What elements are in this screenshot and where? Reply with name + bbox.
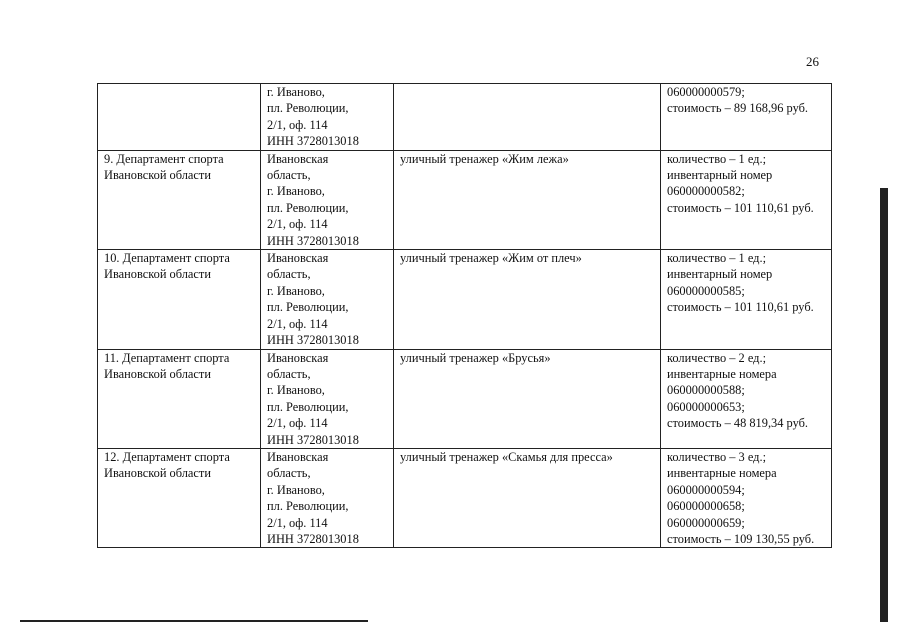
table-row xyxy=(98,448,832,547)
address-line: область, xyxy=(267,366,311,381)
item-name: уличный тренажер «Скамья для пресса» xyxy=(400,449,613,464)
address-cell xyxy=(261,150,394,249)
address-line: г. Иваново, xyxy=(267,482,325,497)
recipient-cell xyxy=(98,250,261,349)
recipient-cell xyxy=(98,150,261,249)
address-line: г. Иваново, xyxy=(267,283,325,298)
address-cell xyxy=(261,250,394,349)
address-line: пл. Революции, xyxy=(267,300,349,315)
address-line: область, xyxy=(267,267,311,282)
address-line: 2/1, оф. 114 xyxy=(267,416,328,431)
table-row xyxy=(98,150,832,249)
details-line: стоимость – 89 168,96 руб. xyxy=(667,101,809,116)
page-number: 26 xyxy=(806,54,819,69)
details-line: инвентарные номера xyxy=(667,366,777,381)
address-line: область, xyxy=(267,168,311,183)
item-cell xyxy=(394,250,661,349)
details-line: 060000000594; xyxy=(667,482,745,497)
address-line: пл. Революции, xyxy=(267,200,349,215)
recipient-line: 9. Департамент спорта xyxy=(104,151,224,166)
recipient-line: 11. Департамент спорта xyxy=(104,350,230,365)
property-table xyxy=(97,83,832,548)
details-line: количество – 2 ед.; xyxy=(667,350,767,365)
address-line: г. Иваново, xyxy=(267,85,325,99)
details-line: инвентарный номер xyxy=(667,267,773,282)
item-cell xyxy=(394,84,661,151)
details-line: стоимость – 101 110,61 руб. xyxy=(667,200,814,215)
address-cell xyxy=(261,448,394,547)
details-line: количество – 3 ед.; xyxy=(667,449,767,464)
item-name: уличный тренажер «Жим от плеч» xyxy=(400,251,582,266)
recipient-line: 12. Департамент спорта xyxy=(104,449,230,464)
item-cell xyxy=(394,349,661,448)
recipient-cell xyxy=(98,448,261,547)
recipient-line: Ивановской области xyxy=(104,466,211,481)
details-line: количество – 1 ед.; xyxy=(667,151,767,166)
address-cell xyxy=(261,84,394,151)
address-cell xyxy=(261,349,394,448)
details-line: стоимость – 48 819,34 руб. xyxy=(667,416,809,431)
details-line: 060000000585; xyxy=(667,283,745,298)
recipient-line: 10. Департамент спорта xyxy=(104,251,230,266)
item-cell xyxy=(394,448,661,547)
address-line: ИНН 3728013018 xyxy=(267,531,359,546)
details-cell xyxy=(661,349,832,448)
address-line: Ивановская xyxy=(267,449,329,464)
address-line: ИНН 3728013018 xyxy=(267,134,359,149)
recipient-cell xyxy=(98,84,261,151)
address-line: г. Иваново, xyxy=(267,383,325,398)
scan-edge-shadow-right xyxy=(880,188,888,622)
scan-edge-shadow-bottom xyxy=(20,620,368,622)
details-cell xyxy=(661,250,832,349)
table-row xyxy=(98,349,832,448)
address-line: пл. Революции, xyxy=(267,499,349,514)
details-line: инвентарный номер xyxy=(667,168,773,183)
item-name: уличный тренажер «Брусья» xyxy=(400,350,551,365)
details-line: 060000000579; xyxy=(667,85,745,99)
details-line: 060000000653; xyxy=(667,399,745,414)
details-line: стоимость – 109 130,55 руб. xyxy=(667,531,815,546)
details-cell xyxy=(661,448,832,547)
address-line: область, xyxy=(267,466,311,481)
address-line: 2/1, оф. 114 xyxy=(267,316,328,331)
recipient-cell xyxy=(98,349,261,448)
details-line: 060000000582; xyxy=(667,184,745,199)
address-line: пл. Революции, xyxy=(267,101,349,116)
address-line: 2/1, оф. 114 xyxy=(267,117,328,132)
details-line: 060000000588; xyxy=(667,383,745,398)
address-line: г. Иваново, xyxy=(267,184,325,199)
details-line: 060000000659; xyxy=(667,515,745,530)
table-row xyxy=(98,84,832,151)
details-line: инвентарные номера xyxy=(667,466,777,481)
details-line: стоимость – 101 110,61 руб. xyxy=(667,300,814,315)
table-row xyxy=(98,250,832,349)
details-line: 060000000658; xyxy=(667,499,745,514)
address-line: ИНН 3728013018 xyxy=(267,432,359,447)
address-line: пл. Революции, xyxy=(267,399,349,414)
item-cell xyxy=(394,150,661,249)
recipient-line: Ивановской области xyxy=(104,267,211,282)
recipient-line: Ивановской области xyxy=(104,366,211,381)
address-line: ИНН 3728013018 xyxy=(267,333,359,348)
address-line: Ивановская xyxy=(267,350,329,365)
address-line: Ивановская xyxy=(267,151,329,166)
recipient-line: Ивановской области xyxy=(104,168,211,183)
address-line: Ивановская xyxy=(267,251,329,266)
details-line: количество – 1 ед.; xyxy=(667,251,767,266)
address-line: 2/1, оф. 114 xyxy=(267,217,328,232)
details-cell xyxy=(661,84,832,151)
address-line: ИНН 3728013018 xyxy=(267,233,359,248)
item-name: уличный тренажер «Жим лежа» xyxy=(400,151,569,166)
address-line: 2/1, оф. 114 xyxy=(267,515,328,530)
details-cell xyxy=(661,150,832,249)
